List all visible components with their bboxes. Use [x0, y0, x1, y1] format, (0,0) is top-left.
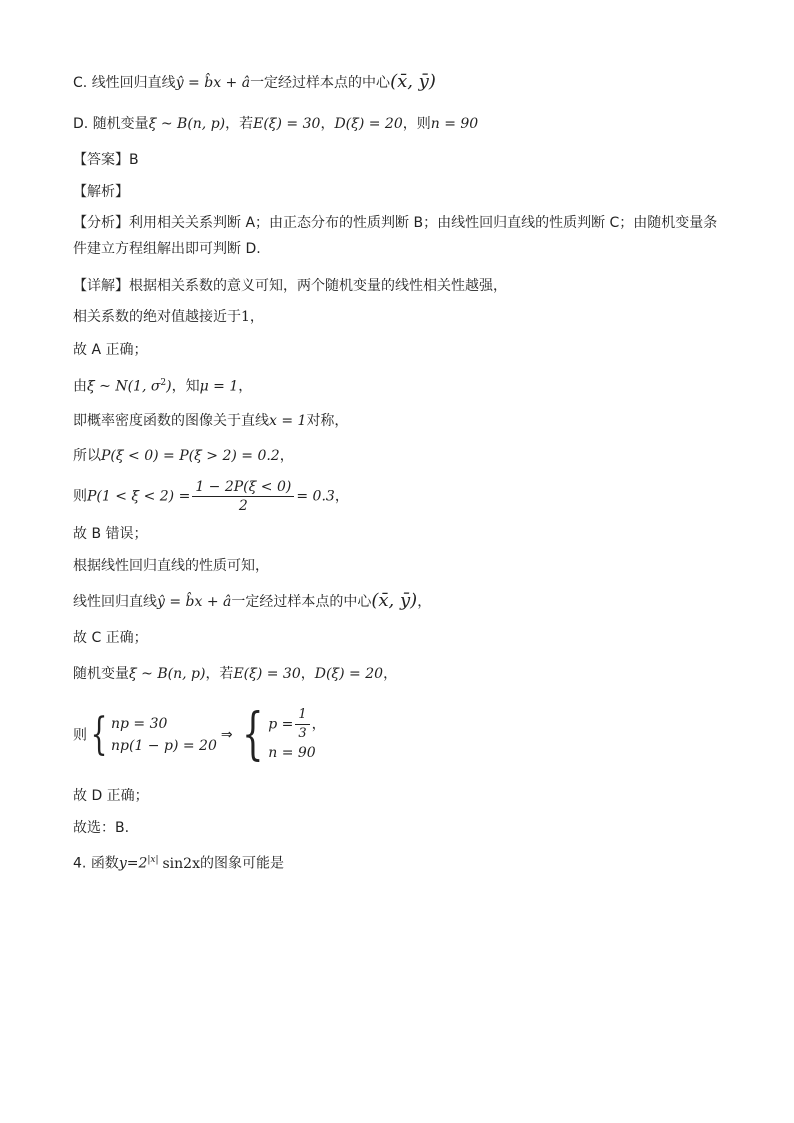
left-brace: {: [90, 708, 108, 760]
detail-line-13: 故 D 正确；: [73, 788, 149, 804]
fraction: $\frac{1 - 2P(\xi < 0)}{2}$: [192, 478, 294, 515]
analysis-summary: 【分析】利用相关关系判断 A；由正态分布的性质判断 B；由线性回归直线的性质判断 C；由随机变量条件建立方程组解出即可判断 D.: [73, 215, 718, 257]
detail-line-3: 由ξ ~ N(1, $\sigma^2$)，知μ = 1，: [73, 378, 253, 395]
option-d: D. 随机变量ξ ~ B(n, p)，若E(ξ) = 30，D(ξ) = 20，则n = 90: [73, 116, 479, 132]
detail-line-10: 故 C 正确；: [73, 630, 148, 646]
detail-line-5: 所以P(ξ < 0) = P(ξ > 2) = 0.2，: [73, 448, 294, 464]
detail-line-14: 故选：B.: [73, 820, 130, 836]
equation-system-2: p = $\frac{1}{3}$ ， n = 90: [268, 707, 326, 761]
left-brace: {: [241, 701, 264, 767]
option-c: C. 线性回归直线ŷ = b̂x + â一定经过样本点的中心(x̄, ȳ): [73, 71, 436, 92]
detail-line-2: 故 A 正确；: [73, 342, 148, 358]
detail-line-6: 则P(1 < ξ < 2) = $\frac{1 - 2P(\xi < 0)}{2}$ = 0.3，: [73, 479, 349, 514]
question-4: 4. 函数$y=2^{|x|}$ sin2x的图象可能是: [73, 855, 284, 872]
detail-line-1: 相关系数的绝对值越接近于1，: [73, 309, 264, 325]
answer-tag: 【答案】: [73, 152, 129, 168]
detail-line-12-system: 则{ np = 30 np(1 − p) = 20 ⇒ { p = $\frac{1}{3}$ ， n = 90: [73, 701, 326, 767]
equation-system-1: np = 30 np(1 − p) = 20: [111, 715, 217, 754]
answer-line: [73, 150, 139, 170]
analysis-tag: 【解析】: [73, 184, 129, 200]
answer-value: B: [129, 152, 139, 168]
detail-line-9: 线性回归直线ŷ = b̂x + â一定经过样本点的中心(x̄, ȳ)，: [73, 590, 432, 611]
detail-line-8: 根据线性回归直线的性质可知，: [73, 558, 269, 574]
detail-intro: 【详解】根据相关系数的意义可知，两个随机变量的线性相关性越强，: [73, 278, 507, 294]
detail-line-4: 即概率密度函数的图像关于直线x = 1对称，: [73, 413, 349, 429]
detail-line-7: 故 B 错误；: [73, 526, 148, 542]
detail-line-11: 随机变量ξ ~ B(n, p)，若E(ξ) = 30，D(ξ) = 20，: [73, 666, 398, 682]
